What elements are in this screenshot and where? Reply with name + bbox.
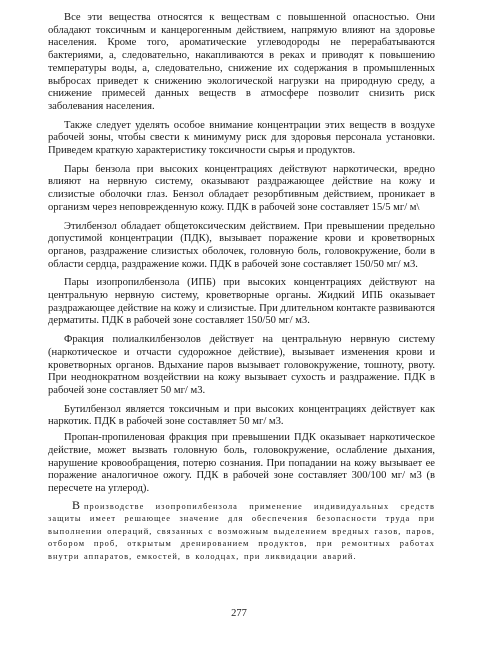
paragraph-benzene: Пары бензола при высоких концентрациях действуют наркотически, вредно влияют на нервную систему, оказывают раздражающее действие на кожу и слизистые оболочки глаз. Бензол обладает резорбтивным действием, проникает в организм через неповрежденную кожу. ПДК в рабочей зоне составляет 15/5 мг/ м\ <box>48 163 435 213</box>
paragraph-butylbenzene: Бутилбензол является токсичным и при высоких концентрациях действует как наркотик. ПДК в рабочей зоне составляет 50 мг/ м3. <box>48 403 435 428</box>
paragraph-protective-equipment <box>48 499 435 564</box>
paragraph-ethylbenzene: Этилбензол обладает общетоксическим действием. При превышении предельно допустимой концентрации (ПДК), вызывает поражение крови и кроветворных органов, раздражение слизистых оболочек, головную боль, головокружение, боли в области сердца, раздражение кожи. ПДК в рабочей зоне составляет 150/50 мг/ м3. <box>48 220 435 270</box>
closing-paragraph-text: производстве изопропилбензола применение индивидуальных средств защиты имеет решающее значение для обеспечения безопасности труда при выполнении операций, связанных с возможным выделением вредных газов, паров, отбором проб, открытым дренированием продуктов, при ремонтных работах внутри аппаратов, емкостей, в колодцах, при ликвидации аварий. <box>48 501 435 561</box>
paragraph-workzone-attention: Также следует уделять особое внимание концентрации этих веществ в воздухе рабочей зоны, чтобы свести к минимуму риск для здоровья персонала установки. Приведем краткую характеристику токсичности сырья и продуктов. <box>48 119 435 157</box>
paragraph-hazard-intro: Все эти вещества относятся к веществам с повышенной опасностью. Они обладают токсичным и канцерогенным действием, напрямую влияют на здоровье населения. Кроме того, ароматические углеводороды не перерабатываются бактериями, а, следовательно, накапливаются в реках и приводят к повышению температуры воды, а, следовательно, снижение их содержания в промышленных выбросах приведет к снижению экологической нагрузки на природную среду, а снижение примесей данных веществ в атмосфере позволит снизить риск заболевания населения. <box>48 12 435 112</box>
paragraph-isopropylbenzene: Пары изопропилбензола (ИПБ) при высоких концентрациях действуют на центральную нервную систему, кроветворные органы. Жидкий ИПБ оказывает раздражающее действие на кожу и слизистые. При длительном контакте развиваются дерматиты. ПДК в рабочей зоне составляет 150/50 мг/ м3. <box>48 277 435 327</box>
paragraph-polyalkylbenzene: Фракция полиалкилбензолов действует на центральную нервную систему (наркотическое и отчасти судорожное действие), вызывает изменения крови и кроветворных органов. Вдыхание паров вызывает головокружение, тошноту, рвоту. При неоднократном воздействии на кожу вызывает сухость и раздражение. ПДК в рабочей зоне составляет 50 мг/ м3. <box>48 334 435 396</box>
paragraph-propane-propylene: Пропан-пропиленовая фракция при превышении ПДК оказывает наркотическое действие, может вызвать головную боль, головокружение, ослабление дыхания, нарушение кровообращения, потерю сознания. При попадании на кожу вызывает ее поражение аналогичное ожогу. ПДК в рабочей зоне составляет 300/100 мг/ м3 (в пересчете на углерод). <box>48 432 435 494</box>
page-number: 277 <box>231 608 247 619</box>
drop-letter: В <box>72 497 81 512</box>
